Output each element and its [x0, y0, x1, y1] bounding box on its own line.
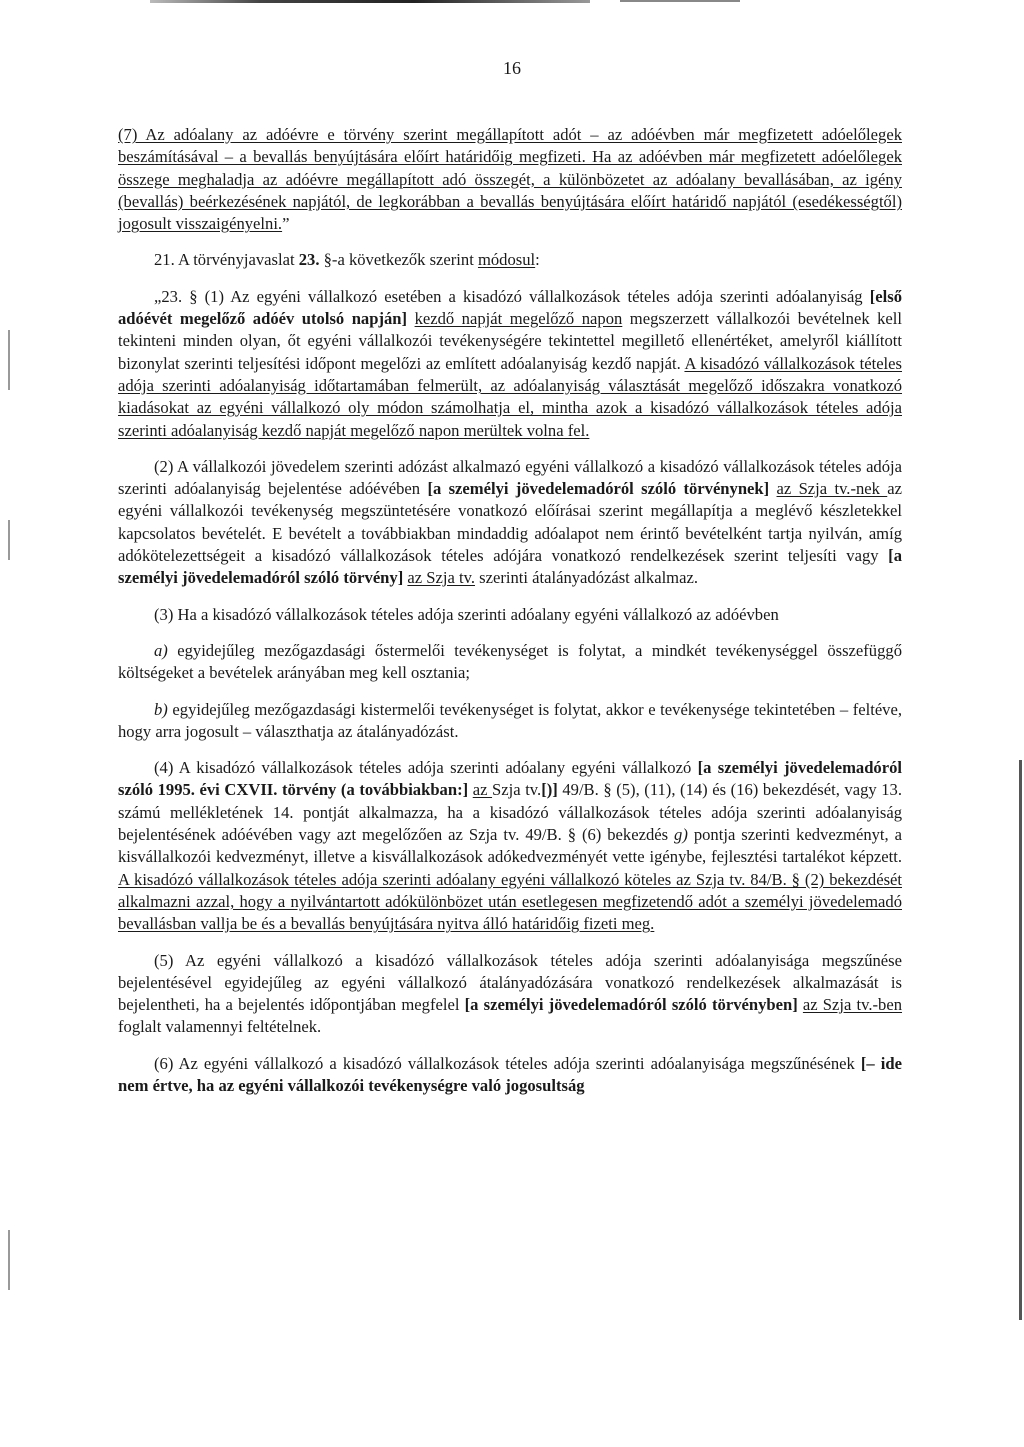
text-segment-underlined: (7) Az adóalany az adóévre e törvény szerint megállapított adót – az adóévben már megfizetett adóelőlegek beszámításával – a bevallás benyújtására előírt határidőig megfizeti. Ha az adóévben már megfizetett adóelőlegek összege meghaladja az adóévre megállapított adó összegét, a különbözetet az adóalany bevallásában, az igény (bevallás) beérkezésének napjától, de legkorábban a bevallás benyújtására előírt határidő napjától (esedékességtől) jogosult visszaigényelni. — [118, 125, 902, 234]
text-segment: pontja szerinti kedvezményt, a kisvállalkozói kedvezményt, illetve a kisvállalkozások adókedvezményét vette igénybe, fejlesztési tartalékot képzett. — [118, 825, 903, 867]
text-segment-italic: b) — [154, 699, 168, 719]
section-23-paragraph-2 — [118, 456, 902, 590]
text-segment-bold: [)] — [541, 780, 558, 800]
text-segment: (3) Ha a kisadózó vállalkozások tételes adója szerinti adóalany egyéni vállalkozó az adóévben — [154, 604, 779, 624]
scan-side-artifact — [8, 330, 10, 390]
text-segment: §-a következők szerint — [319, 250, 478, 270]
text-segment-underlined: az — [472, 780, 493, 800]
text-segment: egyidejűleg mezőgazdasági kistermelői tevékenységet is folytat, akkor e tevékenysége tekintetében – feltéve, hogy arra jogosult – választhatja az átalányadózást. — [118, 699, 902, 741]
text-segment: 49/B. § (5), (11), (14) és (16) bekezdését, vagy 13. számú mellékletének 14. pontját alkalmazza, ha a kisadózó vállalkozások tételes adója szerinti adóalanyiság bejelentésének adóévében vagy azt megelőzően az Szja tv. 49/B. § (6) bekezdés — [118, 780, 902, 845]
text-segment — [769, 479, 776, 498]
text-segment-italic: a) — [154, 640, 168, 660]
text-segment-bold: [– ide nem értve, ha az egyéni vállalkozói tevékenységre való jogosultság — [118, 1053, 902, 1095]
text-segment: (6) Az egyéni vállalkozó a kisadózó vállalkozások tételes adója szerinti adóalanyisága megszűnésének — [154, 1053, 861, 1073]
text-segment: foglalt valamennyi feltételnek. — [118, 1017, 322, 1037]
text-segment-underlined: az Szja tv. — [407, 568, 475, 588]
text-segment-bold: [első adóévét megelőző adóév utolsó napján] — [118, 286, 902, 329]
text-segment-italic: g) — [674, 825, 688, 845]
section-23-paragraph-6 — [118, 1053, 902, 1098]
scan-side-artifact — [8, 1230, 10, 1290]
amendment-item-21 — [118, 249, 902, 271]
text-segment-bold: [a személyi jövedelemadóról szóló törvényben] — [464, 995, 798, 1015]
text-segment: (4) A kisadózó vállalkozások tételes adója szerinti adóalany egyéni vállalkozó — [154, 758, 698, 778]
text-segment: Szja tv. — [492, 780, 542, 800]
text-segment-underlined: az Szja tv.-nek — [776, 479, 888, 499]
section-23-paragraph-3-point-b — [118, 699, 902, 744]
text-segment — [407, 309, 415, 328]
text-segment: „23. § (1) Az egyéni vállalkozó esetében a kisadózó vállalkozások tételes adója szerinti adóalanyiság — [154, 286, 870, 306]
section-23-paragraph-1 — [118, 286, 902, 442]
text-segment-bold: [a személyi jövedelemadóról szóló törvénynek] — [427, 479, 770, 499]
text-segment-underlined: A kisadózó vállalkozások tételes adója szerinti adóalanyiság időtartamában felmerült, az adóalanyiság választását megelőző időszakra vonatkozó kiadásokat az egyéni vállalkozó oly módon számolhatja el, mintha azok a kisadózó vállalkozások tételes adója szerinti adóalanyiság kezdő napját megelőző napon merültek volna fel. — [118, 353, 902, 440]
text-segment: (5) Az egyéni vállalkozó a kisadózó vállalkozások tételes adója szerinti adóalanyisága megszűnése bejelentésével egyidejűleg az egyéni vállalkozó átalányadózására vonatkozó rendelkezések alkalmazását is bejelentheti, ha a bejelentés időpontjában megfelel — [118, 950, 902, 1015]
scan-side-artifact — [8, 520, 10, 560]
text-segment-bold: [a személyi jövedelemadóról szóló törvény] — [118, 546, 902, 588]
text-segment-underlined: módosul — [477, 250, 536, 270]
paragraph-7 — [118, 124, 902, 235]
text-segment-bold: 23. — [298, 250, 320, 270]
text-segment: 21. A törvényjavaslat — [154, 250, 299, 270]
document-body — [118, 124, 902, 1097]
text-segment-underlined: kezdő napját megelőző napon — [414, 309, 623, 329]
section-23-paragraph-3 — [118, 604, 902, 626]
section-23-paragraph-5 — [118, 950, 902, 1039]
scan-edge-artifact — [620, 0, 740, 2]
text-segment: ” — [282, 214, 290, 234]
text-segment-bold: [a személyi jövedelemadóról szóló 1995. évi CXVII. törvény (a továbbiakban:] — [118, 758, 902, 800]
section-23-paragraph-3-point-a — [118, 640, 902, 685]
text-segment: egyidejűleg mezőgazdasági őstermelői tevékenységet is folytat, a mindkét tevékenységgel összefüggő költségeket a bevételek arányában meg kell osztania; — [118, 640, 902, 683]
text-segment-underlined: A kisadózó vállalkozások tételes adója szerinti adóalany egyéni vállalkozó köteles az Szja tv. 84/B. § (2) bekezdését alkalmazni azzal, hogy a nyilvántartott adókülönbözet után esetlegesen megfizetendő adót a személyi jövedelemadó bevallásban vallja be és a bevallás benyújtására nyitva álló határidőig fizeti meg. — [118, 869, 902, 934]
page-number: 16 — [503, 58, 521, 78]
text-segment: az egyéni vállalkozói tevékenység megszüntetésére vonatkozó előírásai szerint megállapítja a meglévő készletekkel kapcsolatos bevételét. E bevételt a továbbiakban mindaddig adóalapot nem érintő bevételként tartja nyilván, amíg adókötelezettségeit a kisadózó vállalkozások tételes adójára vonatkozó rendelkezések szerint teljesíti vagy — [118, 479, 902, 566]
text-segment-underlined: az Szja tv.-ben — [802, 995, 903, 1015]
scan-edge-artifact — [150, 0, 590, 3]
text-segment: megszerzett vállalkozói bevételnek kell tekinteni minden olyan, őt egyéni vállalkozói tevékenységére tekintettel megillető ellenértéket, amelyről kiállított bizonylat szerinti teljesítési időpont megelőzi az említett adóalanyiság kezdő napját. — [118, 309, 903, 373]
section-23-paragraph-4 — [118, 757, 902, 935]
text-segment: szerinti átalányadózást alkalmaz. — [474, 568, 698, 588]
text-segment: : — [535, 250, 540, 270]
scan-side-artifact — [1019, 760, 1022, 1320]
text-segment: (2) A vállalkozói jövedelem szerinti adózást alkalmazó egyéni vállalkozó a kisadózó vállalkozások tételes adója szerinti adóalanyiság bejelentése adóévében — [118, 456, 902, 499]
